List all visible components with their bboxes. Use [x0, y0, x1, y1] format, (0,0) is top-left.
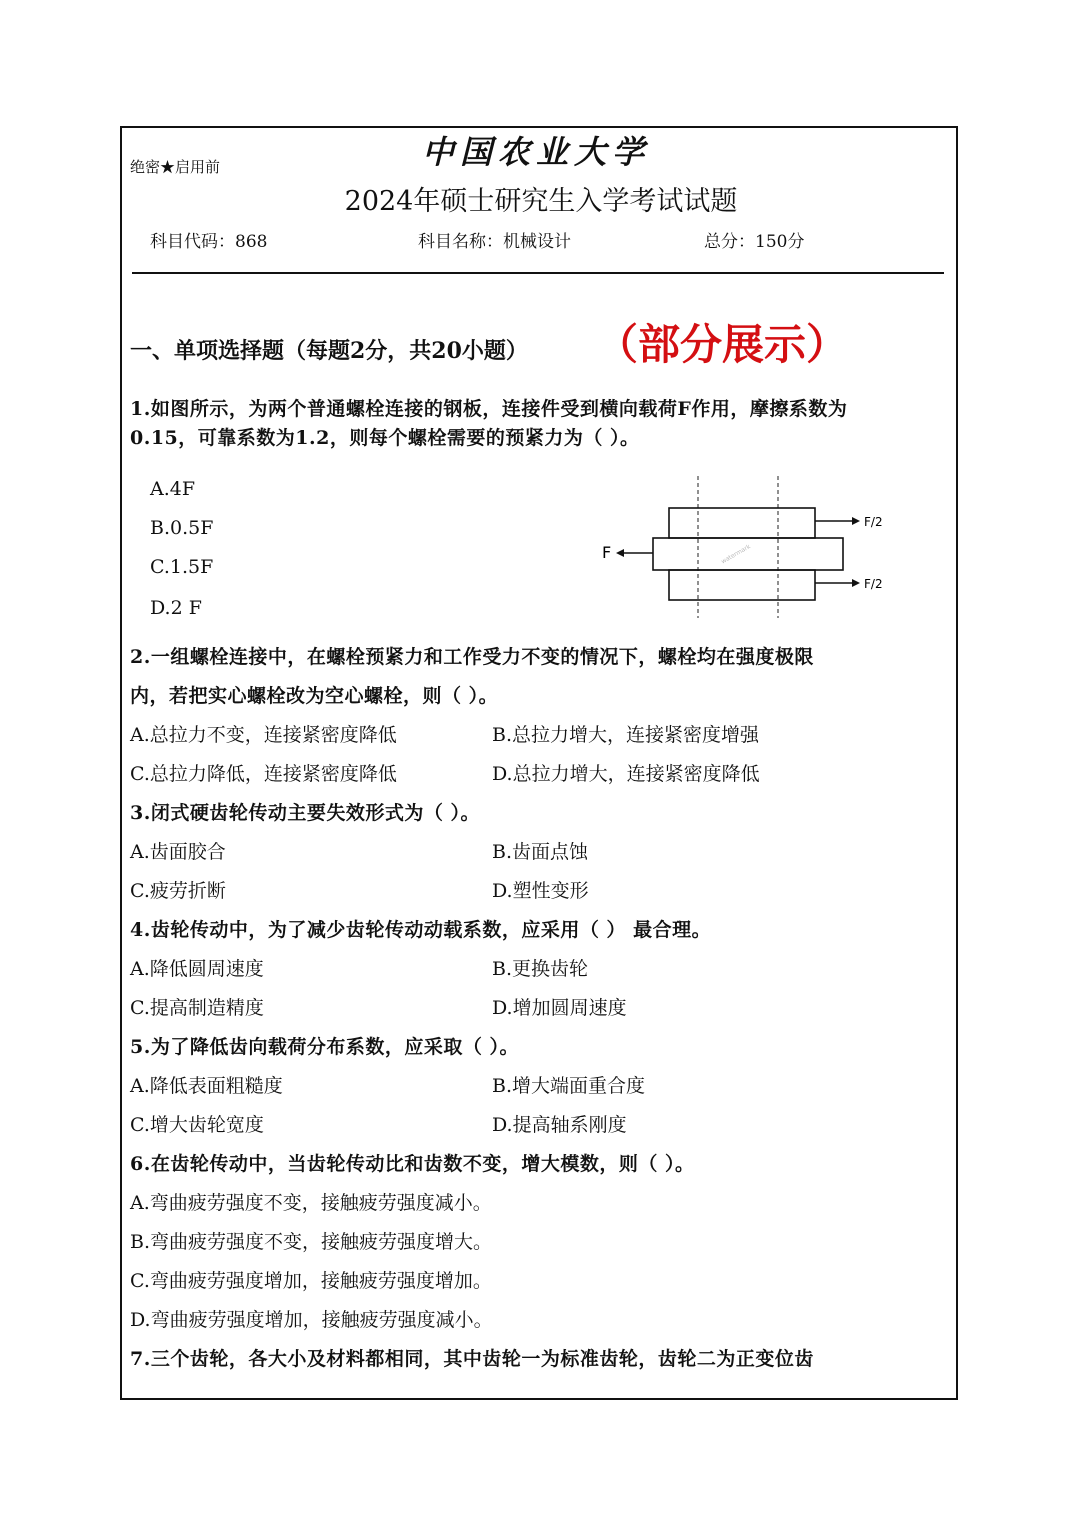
q3-option-d: D.塑性变形 [492, 880, 589, 902]
total-score: 总分：150分 [704, 232, 805, 252]
q5-option-c: C.增大齿轮宽度 [130, 1114, 264, 1136]
q2-option-b: B.总拉力增大，连接紧密度增强 [492, 724, 760, 746]
middle-plate [653, 538, 843, 570]
top-force-label: F/2 [864, 515, 883, 529]
top-arrow-head [852, 517, 860, 525]
q3-option-a: A.齿面胶合 [130, 841, 226, 863]
q4-option-a: A.降低圆周速度 [130, 958, 264, 980]
exam-title: 2024年硕士研究生入学考试试题 [344, 186, 738, 217]
left-force-label: F [602, 543, 612, 562]
university-name: 中国农业大学 [422, 133, 651, 171]
question-5: 5.为了降低齿向载荷分布系数，应采取（ ）。 [130, 1036, 519, 1058]
partial-display-label: （部分展示） [596, 320, 849, 369]
q3-option-c: C.疲劳折断 [130, 880, 226, 902]
subject-name: 科目名称：机械设计 [418, 232, 571, 252]
bolted-plates-diagram [602, 476, 892, 626]
q4-option-c: C.提高制造精度 [130, 997, 264, 1019]
q2-option-c: C.总拉力降低，连接紧密度降低 [130, 763, 397, 785]
q1-option-a: A.4F [150, 478, 196, 500]
exam-paper [120, 126, 958, 1400]
q6-option-c: C.弯曲疲劳强度增加，接触疲劳强度增加。 [130, 1270, 492, 1292]
q1-option-c: C.1.5F [150, 556, 214, 578]
q5-option-b: B.增大端面重合度 [492, 1075, 646, 1097]
q4-option-b: B.更换齿轮 [492, 958, 589, 980]
bottom-plate [669, 570, 815, 600]
left-arrow-head [616, 549, 624, 557]
q6-option-d: D.弯曲疲劳强度增加，接触疲劳强度减小。 [130, 1309, 493, 1331]
q1-option-d: D.2 F [150, 597, 202, 619]
q2-option-a: A.总拉力不变，连接紧密度降低 [130, 724, 397, 746]
question-1-line-2: 0.15，可靠系数为1.2，则每个螺栓需要的预紧力为（ ）。 [130, 427, 640, 449]
subject-code: 科目代码：868 [150, 232, 268, 252]
q1-option-b: B.0.5F [150, 517, 214, 539]
question-7-line-1: 7.三个齿轮，各大小及材料都相同，其中齿轮一为标准齿轮，齿轮二为正变位齿 [130, 1348, 814, 1370]
q2-option-d: D.总拉力增大，连接紧密度降低 [492, 763, 760, 785]
question-3: 3.闭式硬齿轮传动主要失效形式为（ ）。 [130, 802, 480, 824]
q6-option-b: B.弯曲疲劳强度不变，接触疲劳强度增大。 [130, 1231, 493, 1253]
q5-option-d: D.提高轴系刚度 [492, 1114, 627, 1136]
q4-option-d: D.增加圆周速度 [492, 997, 627, 1019]
diagram-watermark: watermark [720, 543, 752, 566]
bottom-arrow-head [852, 579, 860, 587]
q3-option-b: B.齿面点蚀 [492, 841, 589, 863]
question-2-line-1: 2.一组螺栓连接中，在螺栓预紧力和工作受力不变的情况下，螺栓均在强度极限 [130, 646, 814, 668]
question-2-line-2: 内，若把实心螺栓改为空心螺栓，则（ ）。 [130, 685, 499, 707]
q5-option-a: A.降低表面粗糙度 [130, 1075, 283, 1097]
section-title: 一、单项选择题（每题2分，共20小题） [130, 338, 528, 364]
q6-option-a: A.弯曲疲劳强度不变，接触疲劳强度减小。 [130, 1192, 492, 1214]
header-divider [132, 272, 944, 274]
question-1-line-1: 1.如图所示，为两个普通螺栓连接的钢板，连接件受到横向载荷F作用，摩擦系数为 [130, 398, 848, 420]
confidential-label: 绝密★启用前 [130, 158, 221, 176]
bottom-force-label: F/2 [864, 577, 883, 591]
question-4: 4.齿轮传动中，为了减少齿轮传动动载系数，应采用（ ） 最合理。 [130, 919, 712, 941]
top-plate [669, 508, 815, 538]
question-6: 6.在齿轮传动中，当齿轮传动比和齿数不变，增大模数，则（ ）。 [130, 1153, 695, 1175]
